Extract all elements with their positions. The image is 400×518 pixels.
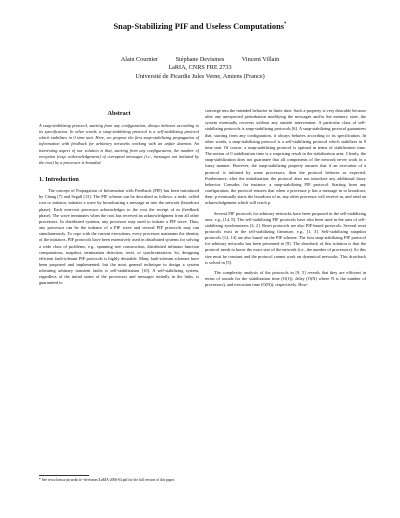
title-footnote-mark: * xyxy=(283,22,287,28)
paper-title xyxy=(0,22,400,31)
left-column xyxy=(39,110,199,287)
section-heading-introduction: 1. Introduction xyxy=(39,176,79,184)
author-name: Alain Cournier xyxy=(120,56,159,63)
title-text: Snap-Stabilizing PIF and Useless Computations xyxy=(113,22,284,31)
intro-paragraph: The concept of Propagation of Information with Feedback (PIF) has been introduced by Chang [7] and Segall [13]. The PIF scheme can be described as follows: a node, called root or initiator, initiates a wave by broadcasting a message m into the network (broadcast phase). Each non-root processor acknowledges to the root the receipt of m (feedback phase). The wave terminates when the root has received an acknowledgment from all other processors. In distributed systems, any processor may need to initiate a PIF wave. Thus, any processor can be the initiator of a PIF wave and several PIF protocols may run simultaneously. To cope with the current executions, every processor maintains the identity of the initiators. PIF protocols have been extensively used in distributed systems for solving a wide class of problems, e.g., spanning tree construction, distributed infimum function computations, snapshot, termination detection, reset, or synchronization. So, designing efficient fault-tolerant PIF protocols is highly desirable. Many fault-tolerant schemes have been proposed and implemented, but the most general technique to design a system tolerating arbitrary transient faults is self-stabilization [10]. A self-stabilizing system, regardless of the initial states of the processors and messages initially in the links, is guaranteed to xyxy=(39,188,199,286)
author-names xyxy=(0,56,400,64)
author-block xyxy=(0,56,400,81)
author-name: Stéphane Devismes xyxy=(175,56,225,63)
author-name: Vincent Villain xyxy=(241,56,280,63)
footnote: * See www.laria.u-picardie.fr/~devismes/LaRIA-2006-04.pdf for the full version of this paper. xyxy=(39,478,175,482)
affiliation-university: Université de Picardie Jules Verne, Amiens (France) xyxy=(135,72,265,80)
abstract-heading: Abstract xyxy=(107,110,131,117)
abstract-text: A snap-stabilizing protocol, starting from any configuration, always behaves according to its specification. In other words, a snap-stabilizing protocol is a self-stabilizing protocol which stabilizes in 0 time unit. Here, we propose the first snap-stabilizing propagation of information with feedback for arbitrary networks working with an unfair daemon. An interesting aspect of our solution is that, starting from any configuration, the number of reception (resp. acknowledgement) of corrupted messages (i.e., messages not initiated by the root) by a processor is bounded. xyxy=(39,123,199,165)
affiliation-lab: LaRIA, CNRS FRE 2733 xyxy=(168,64,232,72)
right-column xyxy=(205,108,366,288)
footnote-rule xyxy=(39,475,89,476)
body-paragraph: The complexity analysis of the protocols in [9, 5] reveals that they are efficient in terms of rounds for the stabilization time (O(1)), delay (O(N) where N is the number of processors), and execution time (O(N)), respectively. How- xyxy=(205,269,366,288)
body-paragraph: Several PIF protocols for arbitrary networks have been proposed in the self-stabilizing area, e.g., [14, 8]. The self-stabilizing PIF protocols have also been used in the area of self-stabilizing synchronizers [4, 2]. Reset protocols are also PIF-based protocols. Several reset protocols exist in the self-stabilizing literature, e.g., [1, 3]. Self-stabilizing snapshot protocols [12, 14] are also based on the PIF scheme. The first snap-stabilizing PIF protocol for arbitrary networks has been presented in [9]. The drawback of this solution is that the protocol needs to know the exact size of the network (i.e., the number of processors). So this size must be constant and the protocol cannot work on dynamical networks. This drawback is solved in [5]. xyxy=(205,210,366,265)
body-paragraph: converge into the intended behavior in finite time. Such a property is very desirable because after any unexpected perturbation modifying the messages and/or the memory state, the system eventually recovers without any outside intervention. A particular class of self-stabilizing protocols is snap-stabilizing protocols [6]. A snap-stabilizing protocol guarantees that, starting from any configuration, it always behaves according to its specification. In other words, a snap-stabilizing protocol is a self-stabilizing protocol which stabilizes in 0 time unit. Of course, a snap-stabilizing protocol is optimal in terms of stabilization time. The notion of 0 stabilization time is a surprising result in the stabilization area. Clearly, the snap-stabilization does not guarantee that all components of the network never work in a fuzzy manner. However, the snap-stabilizing property ensures that if an execution of a protocol is initiated by some processors, then the protocol behaves as expected. Furthermore, after the initialization, the protocol does not introduce any additional fuzzy behavior. Consider, for instance, a snap-stabilizing PIF protocol. Starting from any configuration, the protocol ensures that when a processor p has a message m to broadcast, then: p eventually starts the broadcast of m, any other processor will receive m, and send an acknowledgement which will reach p. xyxy=(205,108,366,206)
